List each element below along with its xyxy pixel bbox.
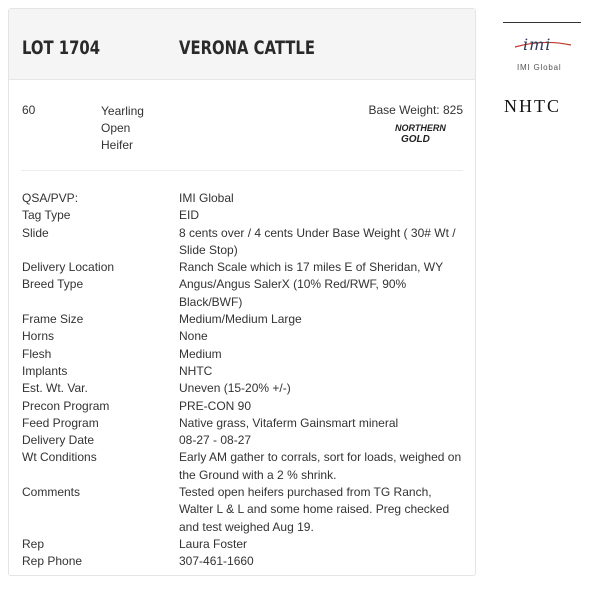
detail-row — [22, 225, 462, 260]
detail-row — [22, 328, 462, 345]
detail-label: Wt Conditions — [22, 450, 97, 465]
cattle-description — [101, 103, 144, 154]
detail-row — [22, 432, 462, 449]
detail-row — [22, 190, 462, 207]
detail-label: Comments — [22, 485, 81, 500]
detail-row — [22, 553, 462, 570]
detail-row — [22, 311, 462, 328]
detail-label: Slide — [22, 225, 49, 240]
lot-summary — [9, 79, 475, 169]
description-line: Open — [101, 121, 131, 135]
detail-value: None — [179, 329, 208, 344]
seller-name: VERONA CATTLE — [179, 37, 315, 59]
detail-value: Tested open heifers purchased from TG Ranch, Walter L & L and some home raised. Preg checked and test weighed Aug 19. — [179, 485, 450, 534]
lot-card — [8, 8, 476, 576]
northern-gold-logo — [391, 121, 461, 145]
detail-label: Feed Program — [22, 415, 99, 430]
description-line: Heifer — [101, 138, 134, 152]
detail-label: Flesh — [22, 346, 52, 361]
detail-value: EID — [179, 208, 200, 223]
lot-details — [22, 190, 462, 571]
lot-number: LOT 1704 — [22, 37, 101, 59]
detail-label: Rep Phone — [22, 554, 83, 569]
detail-row — [22, 484, 462, 536]
detail-row — [22, 536, 462, 553]
detail-value: Uneven (15-20% +/-) — [179, 381, 291, 396]
base-weight-label: Base Weight: — [368, 103, 440, 117]
detail-row — [22, 363, 462, 380]
base-weight-value: 825 — [442, 103, 463, 117]
detail-label: Precon Program — [22, 398, 110, 413]
nhtc-logo: NHTC — [504, 96, 561, 116]
detail-value: Angus/Angus SalerX (10% Red/RWF, 90% Black/BWF) — [179, 277, 407, 309]
detail-value: 8 cents over / 4 cents Under Base Weight ( 30# Wt / Slide Stop) — [179, 225, 456, 257]
base-weight — [368, 103, 463, 117]
detail-value: PRE-CON 90 — [179, 398, 252, 413]
detail-label: Delivery Location — [22, 260, 115, 275]
detail-label: Horns — [22, 329, 55, 344]
detail-row — [22, 259, 462, 276]
detail-value: Early AM gather to corrals, sort for loads, weighed on the Ground with a 2 % shrink. — [179, 450, 462, 482]
detail-row — [22, 380, 462, 397]
detail-value: Native grass, Vitaferm Gainsmart mineral — [179, 415, 399, 430]
head-count: 60 — [22, 103, 36, 117]
detail-value: 08-27 - 08-27 — [179, 433, 252, 448]
detail-label: Breed Type — [22, 277, 84, 292]
detail-value: Ranch Scale which is 17 miles E of Sheridan, WY — [179, 260, 444, 275]
detail-label: Implants — [22, 363, 68, 378]
northern-gold-line: NORTHERN — [395, 123, 446, 133]
detail-row — [22, 346, 462, 363]
detail-row — [22, 276, 462, 311]
detail-value: Laura Foster — [179, 536, 248, 551]
detail-value: Medium — [179, 346, 222, 361]
lot-header — [9, 9, 475, 80]
detail-label: Delivery Date — [22, 433, 95, 448]
detail-label: QSA/PVP: — [22, 191, 79, 205]
detail-label: Tag Type — [22, 208, 71, 223]
description-line: Yearling — [101, 104, 144, 118]
detail-row — [22, 398, 462, 415]
detail-value: IMI Global — [179, 191, 234, 205]
imi-global-logo — [503, 22, 581, 77]
northern-gold-line: GOLD — [401, 134, 430, 145]
detail-label: Rep — [22, 536, 45, 551]
detail-value: NHTC — [179, 363, 213, 378]
detail-value: Medium/Medium Large — [179, 312, 302, 327]
imi-mark: imi — [523, 35, 552, 54]
detail-value: 307-461-1660 — [179, 554, 254, 569]
detail-row — [22, 207, 462, 224]
detail-row — [22, 415, 462, 432]
detail-label: Frame Size — [22, 312, 84, 327]
divider — [21, 170, 463, 171]
imi-global-text: IMI Global — [517, 63, 562, 72]
detail-label: Est. Wt. Var. — [22, 381, 88, 396]
detail-row — [22, 449, 462, 484]
